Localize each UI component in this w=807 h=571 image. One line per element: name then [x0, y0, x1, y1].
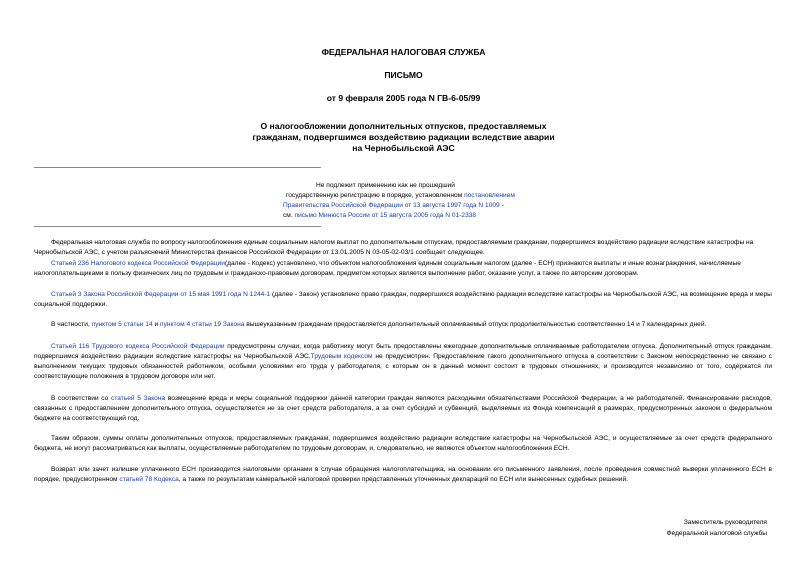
- validity-note: [254, 181, 554, 221]
- divider-top: [34, 167, 321, 168]
- note-line-3-tail: -: [499, 202, 504, 209]
- doc-title-line-3: на Чернобыльской АЭС: [352, 143, 455, 153]
- doc-title-line-1: О налогообложении дополнительных отпусков, предоставляемых: [260, 121, 547, 131]
- paragraph-6: [34, 394, 772, 424]
- note-line-4: [254, 211, 554, 221]
- note-line-3: [254, 201, 554, 211]
- paragraph-8-pre: Возврат или зачет излишне уплаченного ЕСН производится налоговыми органами в случае обращения налогоплательщика, на основании его письменного заявления, после проведения совместной выверки уплаченного ЕСН в порядке, предусмотренном: [34, 466, 772, 483]
- note-line-2-text: государственную регистрацию в порядке, установленном: [286, 192, 465, 199]
- org-name: ФЕДЕРАЛЬНАЯ НАЛОГОВАЯ СЛУЖБА: [321, 47, 486, 57]
- link-postanovlenie[interactable]: постановлением: [464, 192, 515, 199]
- signature-block: [567, 517, 767, 539]
- link-labor-code-art-116[interactable]: Статьей 116 Трудового кодекса Российской Федерации: [51, 343, 225, 350]
- link-labor-code[interactable]: Трудовым кодексом: [310, 353, 373, 360]
- doc-date-number: от 9 февраля 2005 года N ГВ-6-05/99: [326, 93, 481, 103]
- divider-bottom: [34, 226, 321, 227]
- paragraph-5-text-2: не предусмотрен. Предоставление такого дополнительного отпуска в соответствии с Законом непосредственно не связано с выполнением текущих трудовых обязанностей работником, особыми условиями его труда у работодателя, с которым он в данный момент состоит в трудовых отношениях, и производится независимо от того, содержатся ли соответствующие положения в трудовом договоре или нет.: [34, 353, 772, 380]
- link-art-14-p5[interactable]: пунктом 5 статьи 14: [91, 321, 153, 328]
- doc-title-line-2: гражданам, подвергшимся воздействию радиации вследствие аварии: [252, 132, 555, 142]
- paragraph-8-text: , а также по результатам камеральной налоговой проверки представленных уточненных деклараций по ЕСН или вынесенных судебных решений.: [178, 476, 629, 483]
- paragraph-4-mid: и: [152, 321, 160, 328]
- paragraph-2-text: (далее - Кодекс) установлено, что объектом налогообложения единым социальным налогом (далее - ЕСН) признаются выплаты и иные вознаграждения, начисляемые налогоплательщиками в пользу физических лиц по трудовым и гражданско-правовым договорам, предметом которых является выполнение работ, оказание услуг, а также по авторским договорам.: [34, 260, 741, 277]
- signature-line-2: Федеральной налоговой службы: [666, 530, 767, 537]
- link-tax-code-art-78[interactable]: статьей 78 Кодекса: [119, 476, 179, 483]
- paragraph-6-text: возмещение вреда и меры социальной поддержки данной категории граждан являются расходными обязательствами Российской Федерации, а не работодателей. Финансирование расходов, связанных с предоставлением дополнительного отпуска, осуществляется не за счет средств работодателя, а за счет субсидий и субвенций, выделяемых из Фонда компенсаций в размерах, предусмотренных законом о федеральном бюджете на соответствующий год.: [34, 395, 772, 422]
- note-line-4-pre: см.: [283, 212, 295, 219]
- doc-type: ПИСЬМО: [384, 70, 423, 80]
- link-law-art-5[interactable]: статьей 5 Закона: [111, 395, 166, 402]
- paragraph-4-text: вышеуказанным гражданам предоставляется дополнительный оплачиваемый отпуск продолжительностью соответственно 14 и 7 календарных дней.: [244, 321, 707, 328]
- paragraph-2: [34, 259, 772, 279]
- note-line-2: [254, 191, 554, 201]
- paragraph-3: [34, 290, 772, 310]
- signature-line-1: Заместитель руководителя: [683, 519, 767, 526]
- paragraph-6-pre: В соответствии со: [51, 395, 112, 402]
- link-government-decree[interactable]: Правительства Российской Федерации от 13 августа 1997 года N 1009: [283, 202, 500, 209]
- link-art-19-p4[interactable]: пунктом 4 статьи 19 Закона: [160, 321, 245, 328]
- paragraph-7: Таким образом, суммы оплаты дополнительных отпусков, предоставляемых гражданам, подвергшимся воздействию радиации вследствие катастрофы на Чернобыльской АЭС, и осуществляемые за счет средств федерального бюджета, не могут рассматриваться как выплаты, осуществляемые работодателем по трудовым договорам, и, следовательно, не являются объектом налогообложения ЕСН.: [34, 435, 772, 452]
- paragraph-3-text: (далее - Закон) установлено право граждан, подвергшихся воздействию радиации вследствие катастрофы на Чернобыльской АЭС, на возмещение вреда и меры социальной поддержки.: [34, 291, 772, 308]
- link-minjust-letter[interactable]: письмо Минюста России от 15 августа 2005 года N 01-2338: [294, 212, 477, 219]
- paragraph-5-text-1: предусмотрены случаи, когда работнику могут быть предоставлены ежегодные дополнительные оплачиваемые работодателем отпуска. Дополнительный отпуск гражданам, подвергшимся воздействию радиации вследствие катастрофы на Чернобыльской АЭС,: [34, 343, 773, 360]
- note-line-1: Не подлежит применению как не прошедший: [316, 182, 455, 189]
- link-tax-code-art-236[interactable]: Статьей 236 Налогового кодекса Российской Федерации: [51, 260, 225, 267]
- paragraph-4-pre: В частности,: [51, 321, 92, 328]
- paragraph-8: [34, 465, 772, 485]
- paragraph-5: [34, 342, 772, 382]
- paragraph-1: Федеральная налоговая служба по вопросу налогообложения единым социальным налогом выплат по дополнительным отпускам, предоставляемым гражданам, подвергшимся воздействию радиации вследствие катастрофы на Чернобыльской АЭС, с учетом разъяснений Министерства финансов Российской Федерации от 13.01.2005 N 03-05-02-03/1 сообщает следующее.: [34, 239, 754, 256]
- link-law-1244-1-art-3[interactable]: Статьей 3 Закона Российской Федерации от 15 мая 1991 года N 1244-1: [51, 291, 271, 298]
- paragraph-4: [34, 320, 772, 330]
